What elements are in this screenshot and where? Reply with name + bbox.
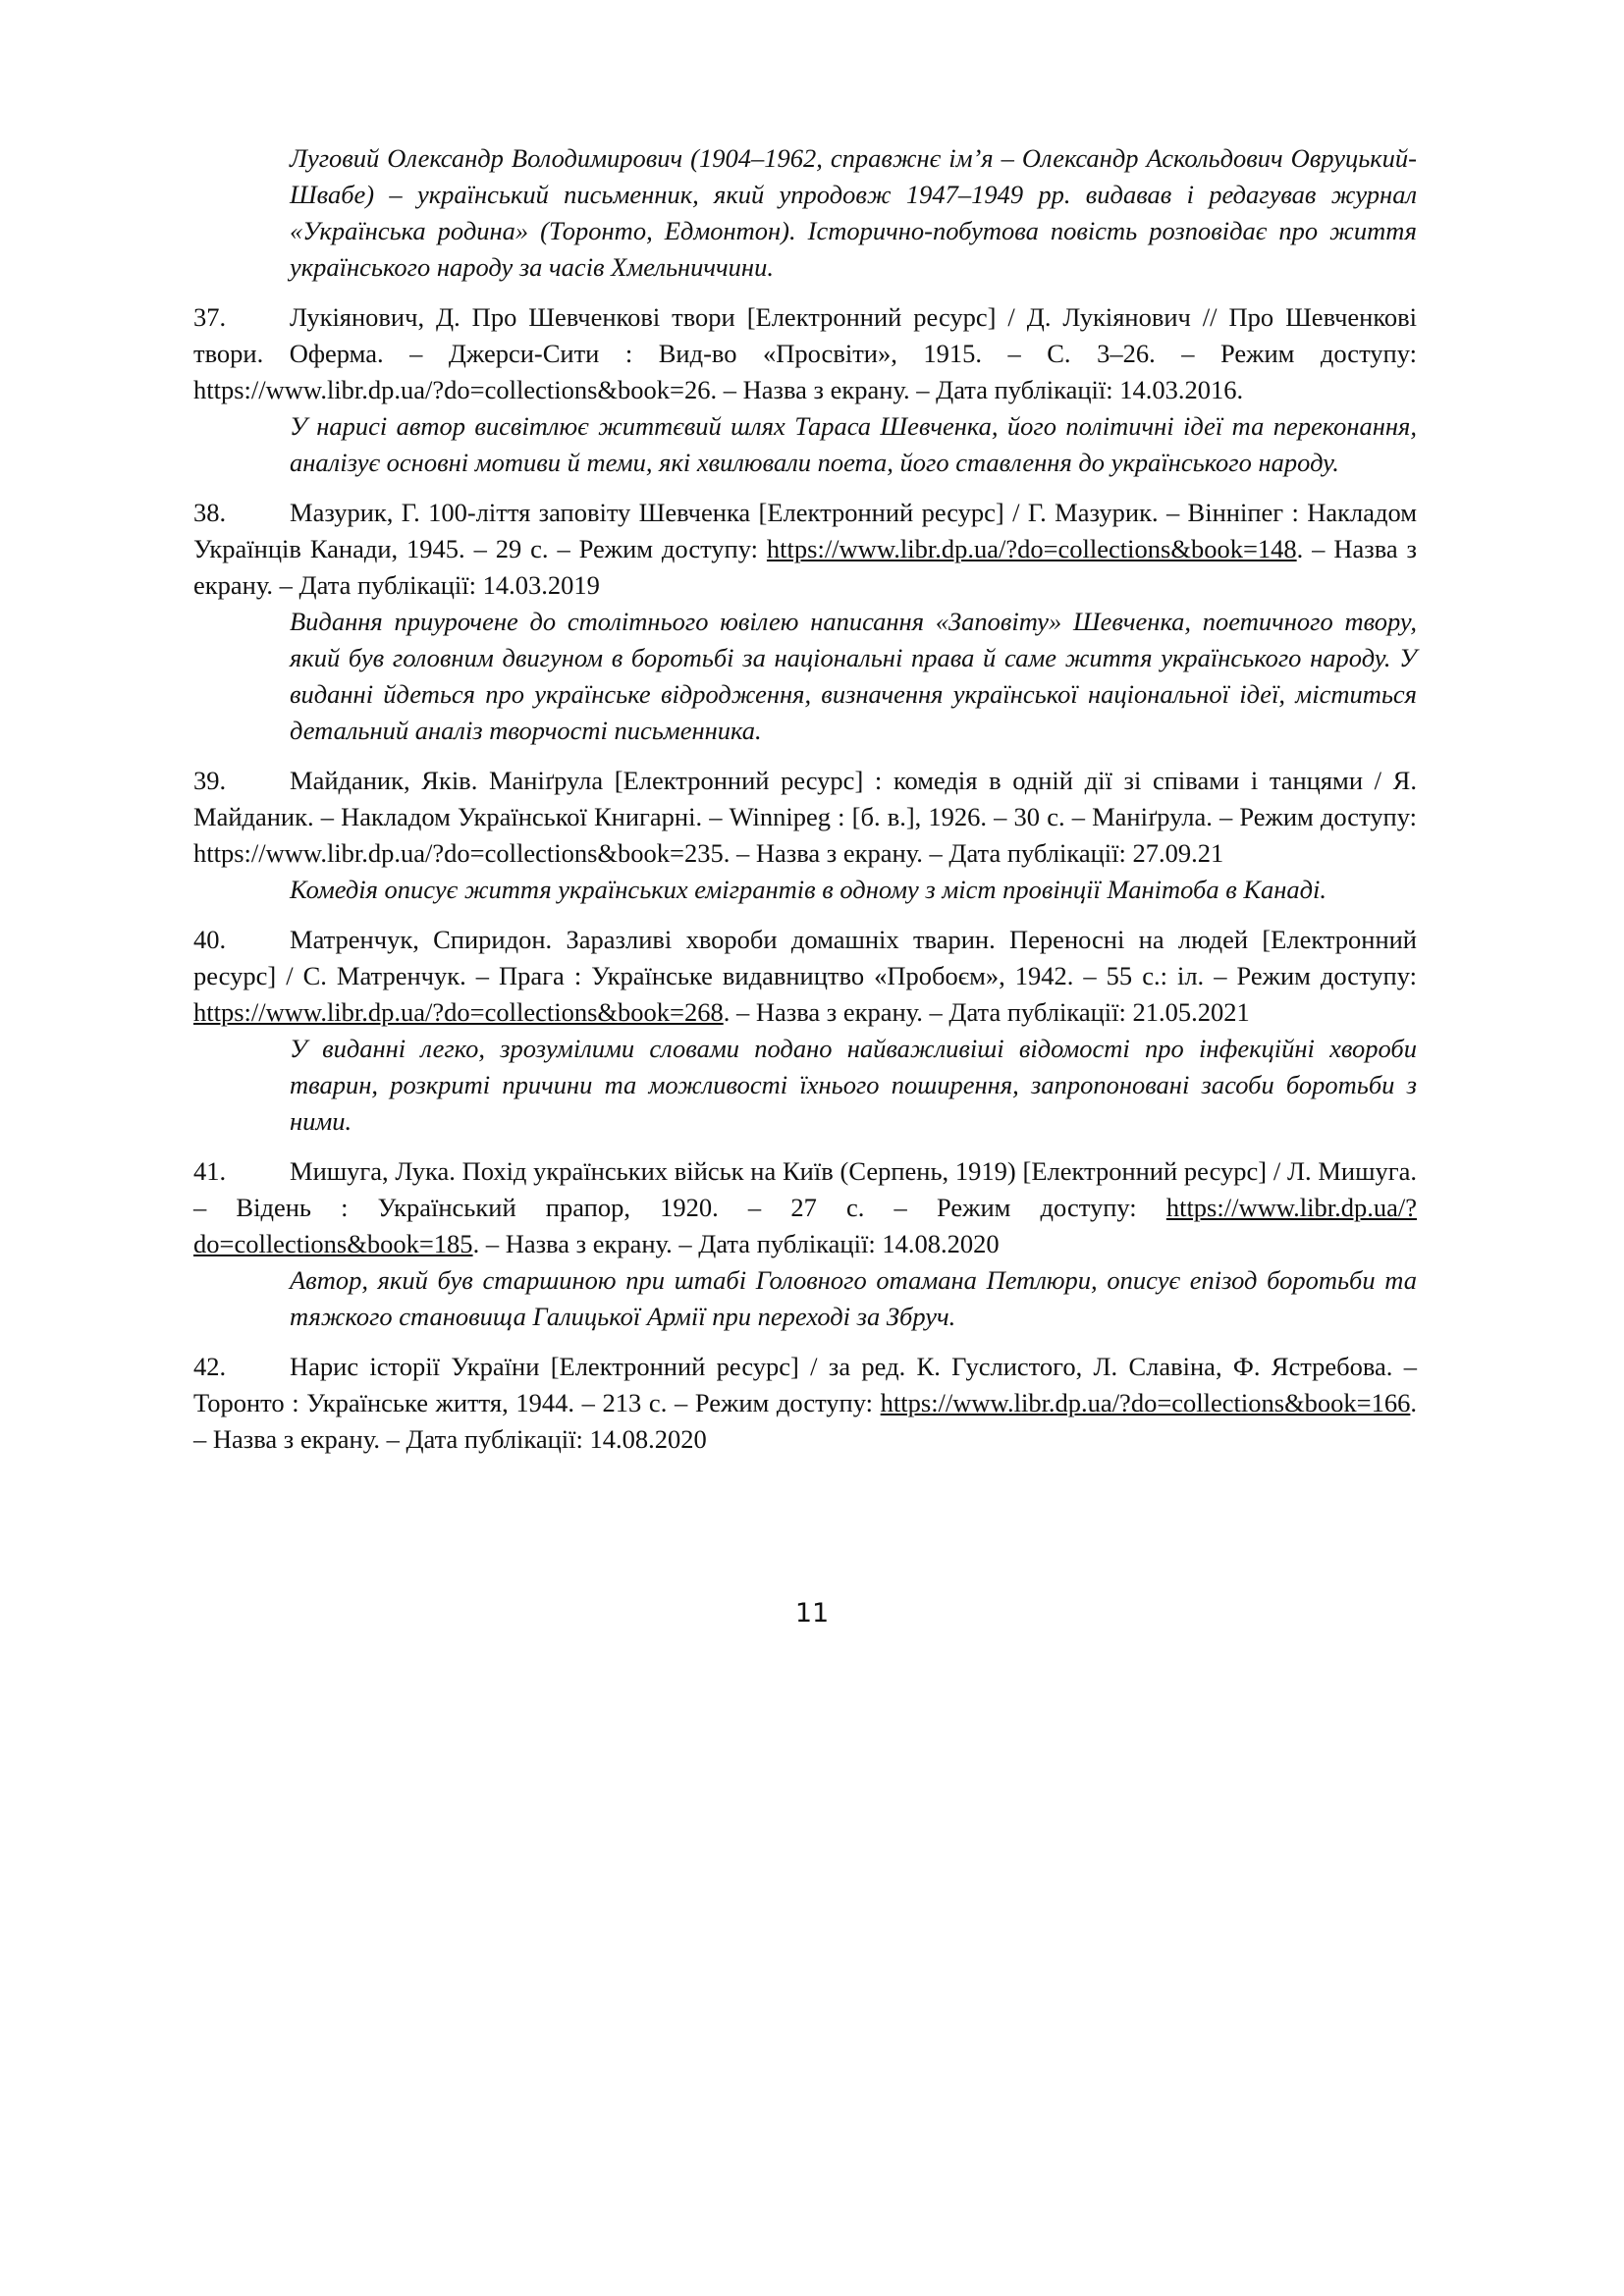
- entry-text: Нарис історії України [Електронний ресурс] / за ред. К. Гуслистого, Л. Славіна, Ф. Ястребова. – Торонто : Українське життя, 1944. – 213 с. – Режим доступу:: [193, 1352, 1417, 1417]
- entry-annotation: Видання приурочене до столітнього ювілею написання «Заповіту» Шевченка, поетичного твору, який був головним двигуном в боротьбі за національні права й саме життя українського народу. У виданні йдеться про українське відродження, визначення української національної ідеї, міститься детальний аналіз творчості письменника.: [290, 607, 1417, 745]
- intro-block: [193, 140, 1417, 286]
- entry-40: [193, 922, 1417, 1140]
- entry-citation: [193, 299, 1417, 408]
- entry-41: [193, 1153, 1417, 1335]
- entry-text: Лукіянович, Д. Про Шевченкові твори [Електронний ресурс] / Д. Лукіянович // Про Шевченкові твори. Оферма. – Джерси-Сити : Вид-во «Просвіти», 1915. – С. 3–26. – Режим доступу: https://www.libr.dp.ua/?do=collections&book=26. – Назва з екрану. – Дата публікації: 14.03.2016.: [193, 302, 1417, 404]
- entry-number: 37.: [193, 302, 227, 332]
- entry-number: 41.: [193, 1156, 227, 1186]
- entry-link[interactable]: https://www.libr.dp.ua/?do=collections&book=268: [193, 997, 724, 1027]
- entry-annotation: У нарисі автор висвітлює життєвий шлях Тараса Шевченка, його політичні ідеї та переконання, аналізує основні мотиви й теми, які хвилювали поета, його ставлення до українського народу.: [290, 411, 1417, 477]
- entry-annotation: У виданні легко, зрозумілими словами подано найважливіші відомості про інфекційні хвороби тварин, розкриті причини та можливості їхнього поширення, запропоновані засоби боротьби з ними.: [290, 1034, 1417, 1136]
- entry-number: 42.: [193, 1352, 227, 1381]
- entry-link[interactable]: https://www.libr.dp.ua/?do=collections&book=148: [766, 534, 1297, 563]
- entry-39: [193, 763, 1417, 908]
- bibliography-list: [193, 140, 1417, 1471]
- entry-number: 40.: [193, 925, 227, 954]
- entry-text-after: . – Назва з екрану. – Дата публікації: 14.03.2019: [193, 534, 1417, 600]
- entry-annotation: Комедія описує життя українських емігрантів в одному з міст провінції Манітоба в Канаді.: [290, 875, 1326, 904]
- entry-text-after: . – Назва з екрану. – Дата публікації: 14.08.2020: [193, 1388, 1417, 1454]
- entry-text: Майданик, Яків. Маніґрула [Електронний ресурс] : комедія в одній дії зі співами і танцями / Я. Майданик. – Накладом Української Книгарні. – Winnipeg : [б. в.], 1926. – 30 с. – Маніґрула. – Режим доступу: https://www.libr.dp.ua/?do=collections&book=235. – Назва з екрану. – Дата публікації: 27.09.21: [193, 766, 1417, 868]
- entry-text-after: . – Назва з екрану. – Дата публікації: 21.05.2021: [723, 997, 1250, 1027]
- entry-link[interactable]: https://www.libr.dp.ua/?do=collections&book=185: [193, 1193, 1417, 1258]
- entry-42: [193, 1349, 1417, 1458]
- entry-citation: [193, 495, 1417, 604]
- entry-annotation: Автор, який був старшиною при штабі Головного отамана Петлюри, описує епізод боротьби та тяжкого становища Галицької Армії при переході за Збруч.: [290, 1265, 1417, 1331]
- entry-citation: [193, 1153, 1417, 1262]
- entry-link[interactable]: https://www.libr.dp.ua/?do=collections&book=166: [880, 1388, 1411, 1417]
- page-number: 11: [794, 1598, 830, 1629]
- entry-number: 39.: [193, 766, 227, 795]
- entry-text-after: . – Назва з екрану. – Дата публікації: 14.08.2020: [472, 1229, 1000, 1258]
- entry-text: Матренчук, Спиридон. Заразливі хвороби домашніх тварин. Переносні на людей [Електронний ресурс] / С. Матренчук. – Прага : Українське видавництво «Пробоєм», 1942. – 55 с.: іл. – Режим доступу:: [193, 925, 1417, 990]
- entry-number: 38.: [193, 498, 227, 527]
- entry-citation: [193, 1349, 1417, 1458]
- entry-text: Мазурик, Г. 100-ліття заповіту Шевченка [Електронний ресурс] / Г. Мазурик. – Вінніпег : Накладом Українців Канади, 1945. – 29 с. – Режим доступу:: [193, 498, 1417, 563]
- entry-38: [193, 495, 1417, 749]
- entry-37: [193, 299, 1417, 481]
- entry-citation: [193, 922, 1417, 1031]
- entry-text: Мишуга, Лука. Похід українських військ на Київ (Серпень, 1919) [Електронний ресурс] / Л. Мишуга. – Відень : Український прапор, 1920. – 27 с. – Режим доступу:: [193, 1156, 1417, 1222]
- entry-citation: [193, 763, 1417, 872]
- intro-annotation: Луговий Олександр Володимирович (1904–1962, справжнє ім’я – Олександр Аскольдович Овруцький-Швабе) – український письменник, який упродовж 1947–1949 рр. видавав і редагував журнал «Українська родина» (Торонто, Едмонтон). Історично-побутова повість розповідає про життя українського народу за часів Хмельниччини.: [290, 143, 1417, 282]
